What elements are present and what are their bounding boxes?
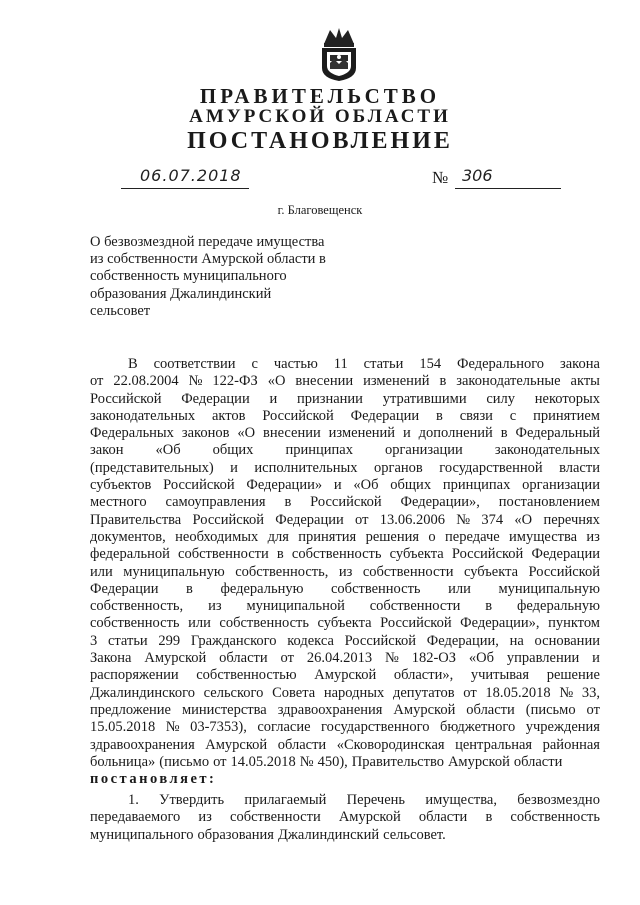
subject-line: О безвозмездной передаче имущества [90, 234, 325, 250]
text-line: муниципального образования Джалиндинский сельсовет. [90, 826, 446, 843]
subject-line: сельсовет [90, 302, 151, 319]
subject-block [90, 234, 360, 320]
region-title: АМУРСКОЙ ОБЛАСТИ [189, 106, 451, 127]
subject-line: образования Джалиндинский [90, 285, 272, 302]
coat-of-arms-icon [318, 24, 360, 82]
text-line: больница» (письмо от 14.05.2018 № 450), Правительство Амурской области [90, 753, 563, 770]
text-line: Российской Федерации и признании утратившими силу некоторых [90, 390, 600, 407]
text-line: 1. Утвердить прилагаемый Перечень имущества, безвозмездно [128, 792, 600, 808]
text-line: В соответствии с частью 11 статьи 154 Федерального закона [128, 356, 600, 372]
text-line: закон «Об общих принципах организации законодательных [90, 442, 600, 459]
text-line: федеральной собственности в собственность субъекта Российской Федерации [90, 546, 600, 563]
text-line: передаваемого из собственности Амурской области в собственность [90, 809, 600, 826]
subject-line: собственность муниципального [90, 268, 287, 285]
text-line: 15.05.2018 № 03-7353), согласие государственного бюджетного учреждения [90, 719, 600, 736]
subject-line: из собственности Амурской области в [90, 251, 326, 268]
text-line: здравоохранения Амурской области «Сковородинская центральная районная [90, 736, 600, 753]
text-line: Закона Амурской области от 26.04.2013 № 182-ОЗ «Об управлении и [90, 650, 600, 667]
text-line: Джалиндинского сельского Совета народных депутатов от 18.05.2018 № 33, [90, 684, 600, 701]
decree-word: постановляет: [90, 771, 217, 788]
city: г. Благовещенск [277, 203, 363, 217]
text-line: документов, необходимых для принятия решения о передаче имущества из [90, 528, 600, 545]
preamble [90, 356, 600, 788]
clause-1 [90, 792, 600, 844]
text-line: Правительства Российской Федерации от 13.06.2006 № 374 «О перечнях [90, 511, 600, 528]
government-title: ПРАВИТЕЛЬСТВО [199, 84, 441, 108]
document-number: 306 [462, 166, 493, 185]
document-date: 06.07.2018 [140, 166, 242, 185]
text-line: от 22.08.2004 № 122-ФЗ «О внесении изменений в законодательные акты [90, 373, 600, 390]
text-line: собственность, из муниципальной собственности в федеральную [90, 598, 600, 615]
text-line: собственность или собственность субъекта Российской Федерации», пунктом [90, 615, 600, 632]
text-line: или муниципальную собственность, из собственности субъекта Российской [90, 563, 600, 580]
text-line: распоряжении собственностью Амурской области», учитывая решение [90, 667, 600, 684]
number-label: № [432, 168, 449, 187]
text-line: Федеральных законов «О внесении изменений и дополнений в Федеральный [90, 425, 600, 442]
text-line: Федерации в федеральную собственность или муниципальную [90, 580, 600, 597]
text-line: законодательных актов Российской Федерации в связи с принятием [90, 407, 600, 424]
text-line: (представительных) и исполнительных органов государственной власти [90, 459, 600, 476]
text-line: местного самоуправления в Российской Федерации», постановлением [90, 494, 600, 511]
text-line: предложение министерства здравоохранения Амурской области (письмо от [90, 701, 600, 718]
text-line: 3 статьи 299 Гражданского кодекса Российской Федерации, на основании [90, 632, 600, 649]
document-type: ПОСТАНОВЛЕНИЕ [187, 128, 453, 154]
text-line: субъектов Российской Федерации» и «Об общих принципах организации [90, 477, 600, 494]
